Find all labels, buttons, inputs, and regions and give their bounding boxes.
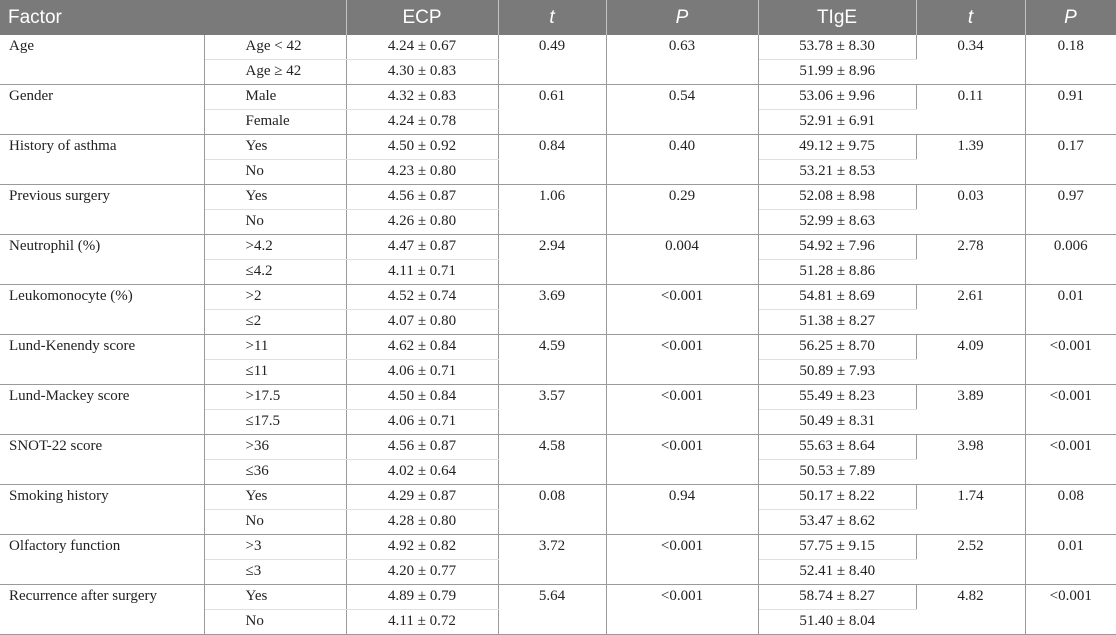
ecp-cell: 4.52 ± 0.74: [346, 285, 498, 310]
factor-cell: Olfactory function: [0, 535, 204, 585]
t-ecp-cell: 1.06: [498, 185, 606, 235]
ecp-cell: 4.30 ± 0.83: [346, 60, 498, 85]
t-tige-cell: 4.09: [916, 335, 1025, 385]
t-tige-cell: 0.11: [916, 85, 1025, 135]
t-tige-cell: 2.78: [916, 235, 1025, 285]
t-ecp-cell: 3.72: [498, 535, 606, 585]
level-cell: ≤4.2: [204, 260, 346, 285]
level-cell: >4.2: [204, 235, 346, 260]
p-tige-cell: 0.08: [1025, 485, 1116, 535]
level-cell: >3: [204, 535, 346, 560]
level-cell: No: [204, 160, 346, 185]
tige-cell: 55.63 ± 8.64: [758, 435, 916, 460]
p-tige-cell: <0.001: [1025, 335, 1116, 385]
t-tige-cell: 3.98: [916, 435, 1025, 485]
table-row: [0, 35, 1116, 60]
p-ecp-cell: <0.001: [606, 385, 758, 435]
t-ecp-cell: 0.61: [498, 85, 606, 135]
ecp-cell: 4.07 ± 0.80: [346, 310, 498, 335]
header-tige: TIgE: [758, 0, 916, 35]
p-ecp-cell: <0.001: [606, 435, 758, 485]
ecp-cell: 4.02 ± 0.64: [346, 460, 498, 485]
table-body: [0, 35, 1116, 635]
level-cell: Yes: [204, 585, 346, 610]
p-tige-cell: 0.006: [1025, 235, 1116, 285]
factor-cell: Lund-Mackey score: [0, 385, 204, 435]
tige-cell: 50.53 ± 7.89: [758, 460, 916, 485]
table-row: [0, 335, 1116, 360]
level-cell: Male: [204, 85, 346, 110]
t-ecp-cell: 0.49: [498, 35, 606, 85]
t-tige-cell: 3.89: [916, 385, 1025, 435]
t-tige-cell: 4.82: [916, 585, 1025, 635]
t-tige-cell: 2.52: [916, 535, 1025, 585]
t-tige-cell: 0.03: [916, 185, 1025, 235]
p-ecp-cell: 0.29: [606, 185, 758, 235]
header-ecp: ECP: [346, 0, 498, 35]
ecp-cell: 4.47 ± 0.87: [346, 235, 498, 260]
tige-cell: 50.89 ± 7.93: [758, 360, 916, 385]
level-cell: No: [204, 510, 346, 535]
tige-cell: 55.49 ± 8.23: [758, 385, 916, 410]
ecp-cell: 4.32 ± 0.83: [346, 85, 498, 110]
factor-cell: Recurrence after surgery: [0, 585, 204, 635]
t-ecp-cell: 4.59: [498, 335, 606, 385]
factor-cell: Leukomonocyte (%): [0, 285, 204, 335]
ecp-cell: 4.24 ± 0.78: [346, 110, 498, 135]
ecp-cell: 4.92 ± 0.82: [346, 535, 498, 560]
tige-cell: 58.74 ± 8.27: [758, 585, 916, 610]
table-row: [0, 235, 1116, 260]
p-tige-cell: 0.01: [1025, 535, 1116, 585]
ecp-cell: 4.89 ± 0.79: [346, 585, 498, 610]
tige-cell: 52.08 ± 8.98: [758, 185, 916, 210]
header-t-ecp: t: [498, 0, 606, 35]
level-cell: ≤11: [204, 360, 346, 385]
table-row: [0, 535, 1116, 560]
ecp-cell: 4.11 ± 0.71: [346, 260, 498, 285]
tige-cell: 49.12 ± 9.75: [758, 135, 916, 160]
p-ecp-cell: 0.004: [606, 235, 758, 285]
ecp-cell: 4.29 ± 0.87: [346, 485, 498, 510]
p-tige-cell: <0.001: [1025, 585, 1116, 635]
table-row: [0, 135, 1116, 160]
level-cell: Female: [204, 110, 346, 135]
p-tige-cell: 0.97: [1025, 185, 1116, 235]
t-tige-cell: 2.61: [916, 285, 1025, 335]
header-p-tige: P: [1025, 0, 1116, 35]
ecp-cell: 4.24 ± 0.67: [346, 35, 498, 60]
ecp-cell: 4.50 ± 0.84: [346, 385, 498, 410]
ecp-cell: 4.28 ± 0.80: [346, 510, 498, 535]
table-row: [0, 185, 1116, 210]
p-tige-cell: 0.91: [1025, 85, 1116, 135]
p-ecp-cell: 0.94: [606, 485, 758, 535]
ecp-cell: 4.20 ± 0.77: [346, 560, 498, 585]
p-ecp-cell: <0.001: [606, 535, 758, 585]
tige-cell: 51.28 ± 8.86: [758, 260, 916, 285]
level-cell: Yes: [204, 135, 346, 160]
factor-cell: History of asthma: [0, 135, 204, 185]
tige-cell: 57.75 ± 9.15: [758, 535, 916, 560]
level-cell: No: [204, 210, 346, 235]
factor-cell: Neutrophil (%): [0, 235, 204, 285]
ecp-cell: 4.06 ± 0.71: [346, 410, 498, 435]
ecp-cell: 4.56 ± 0.87: [346, 185, 498, 210]
p-tige-cell: 0.18: [1025, 35, 1116, 85]
factor-cell: Smoking history: [0, 485, 204, 535]
tige-cell: 52.91 ± 6.91: [758, 110, 916, 135]
ecp-cell: 4.11 ± 0.72: [346, 610, 498, 635]
t-ecp-cell: 3.57: [498, 385, 606, 435]
tige-cell: 56.25 ± 8.70: [758, 335, 916, 360]
level-cell: >2: [204, 285, 346, 310]
table-row: [0, 285, 1116, 310]
level-cell: ≤17.5: [204, 410, 346, 435]
header-t-tige: t: [916, 0, 1025, 35]
level-cell: No: [204, 610, 346, 635]
level-cell: Age < 42: [204, 35, 346, 60]
factor-cell: SNOT-22 score: [0, 435, 204, 485]
tige-cell: 53.78 ± 8.30: [758, 35, 916, 60]
tige-cell: 53.06 ± 9.96: [758, 85, 916, 110]
table-header: [0, 0, 1116, 35]
p-tige-cell: 0.01: [1025, 285, 1116, 335]
ecp-cell: 4.26 ± 0.80: [346, 210, 498, 235]
table-row: [0, 385, 1116, 410]
tige-cell: 51.99 ± 8.96: [758, 60, 916, 85]
p-ecp-cell: 0.40: [606, 135, 758, 185]
t-ecp-cell: 0.84: [498, 135, 606, 185]
table-row: [0, 435, 1116, 460]
ecp-cell: 4.56 ± 0.87: [346, 435, 498, 460]
tige-cell: 53.47 ± 8.62: [758, 510, 916, 535]
level-cell: ≤2: [204, 310, 346, 335]
tige-cell: 54.92 ± 7.96: [758, 235, 916, 260]
table-row: [0, 85, 1116, 110]
factor-cell: Gender: [0, 85, 204, 135]
table-row: [0, 485, 1116, 510]
t-ecp-cell: 3.69: [498, 285, 606, 335]
t-tige-cell: 0.34: [916, 35, 1025, 85]
level-cell: ≤36: [204, 460, 346, 485]
level-cell: >11: [204, 335, 346, 360]
level-cell: >17.5: [204, 385, 346, 410]
level-cell: Age ≥ 42: [204, 60, 346, 85]
factor-cell: Lund-Kenendy score: [0, 335, 204, 385]
header-factor: Factor: [0, 0, 346, 35]
tige-cell: 54.81 ± 8.69: [758, 285, 916, 310]
tige-cell: 51.40 ± 8.04: [758, 610, 916, 635]
level-cell: ≤3: [204, 560, 346, 585]
p-ecp-cell: <0.001: [606, 285, 758, 335]
t-ecp-cell: 0.08: [498, 485, 606, 535]
level-cell: Yes: [204, 485, 346, 510]
p-ecp-cell: 0.63: [606, 35, 758, 85]
p-tige-cell: <0.001: [1025, 385, 1116, 435]
level-cell: >36: [204, 435, 346, 460]
t-ecp-cell: 5.64: [498, 585, 606, 635]
tige-cell: 52.41 ± 8.40: [758, 560, 916, 585]
p-tige-cell: <0.001: [1025, 435, 1116, 485]
t-ecp-cell: 4.58: [498, 435, 606, 485]
ecp-cell: 4.23 ± 0.80: [346, 160, 498, 185]
factor-cell: Previous surgery: [0, 185, 204, 235]
p-tige-cell: 0.17: [1025, 135, 1116, 185]
t-tige-cell: 1.74: [916, 485, 1025, 535]
p-ecp-cell: <0.001: [606, 335, 758, 385]
t-ecp-cell: 2.94: [498, 235, 606, 285]
p-ecp-cell: 0.54: [606, 85, 758, 135]
level-cell: Yes: [204, 185, 346, 210]
tige-cell: 53.21 ± 8.53: [758, 160, 916, 185]
t-tige-cell: 1.39: [916, 135, 1025, 185]
p-ecp-cell: <0.001: [606, 585, 758, 635]
table-row: [0, 585, 1116, 610]
tige-cell: 50.49 ± 8.31: [758, 410, 916, 435]
ecp-cell: 4.62 ± 0.84: [346, 335, 498, 360]
tige-cell: 52.99 ± 8.63: [758, 210, 916, 235]
factor-cell: Age: [0, 35, 204, 85]
tige-cell: 50.17 ± 8.22: [758, 485, 916, 510]
header-p-ecp: P: [606, 0, 758, 35]
tige-cell: 51.38 ± 8.27: [758, 310, 916, 335]
ecp-cell: 4.06 ± 0.71: [346, 360, 498, 385]
ecp-cell: 4.50 ± 0.92: [346, 135, 498, 160]
